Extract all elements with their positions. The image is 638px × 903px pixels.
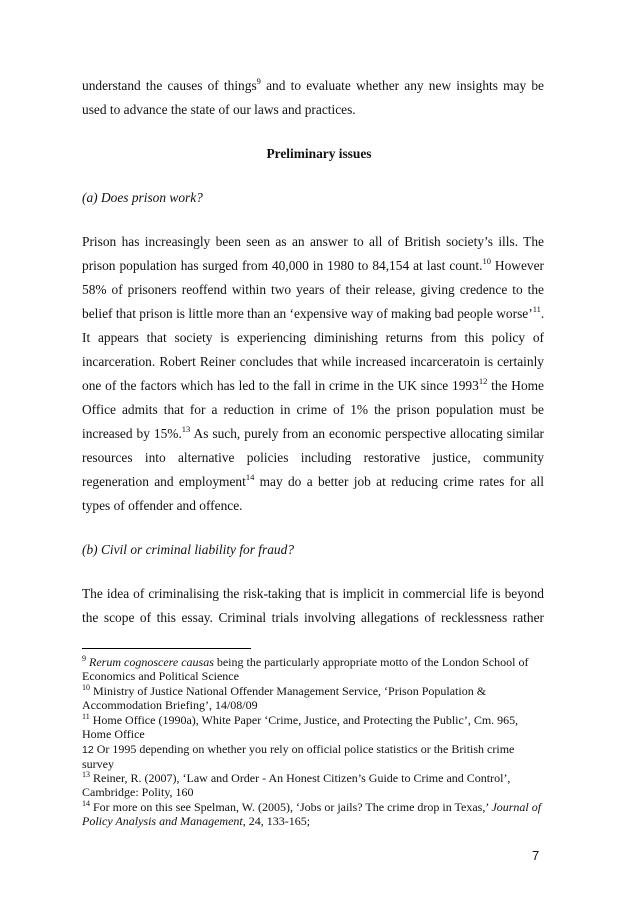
intro-line-2: used to advance the state of our laws and practices. (82, 102, 356, 117)
subsection-b-title: (b) Civil or criminal liability for fraud? (82, 542, 295, 557)
para-a-line-12: types of offender and offence. (82, 498, 243, 513)
footnote-12: 12 Or 1995 depending on whether you rely on official police statistics or the British crime survey (82, 742, 515, 772)
intro-line-1: understand the causes of things$^9$ and to evaluate whether any new insights may be (82, 76, 545, 93)
para-a-line-8: Office admits that for a reduction in crime of 1% the prison population must be (82, 402, 544, 417)
para-a-line-1: Prison has increasingly been seen as an answer to all of British society’s ills. The (82, 234, 544, 249)
footnote-ref-10[interactable]: 10 (482, 256, 491, 266)
footnote-13: $^{13}$ Reiner, R. (2007), ‘Law and Order - An Honest Citizen’s Guide to Crime and Control’, Cambridge: Polity, 160 (82, 770, 511, 800)
para-a-line-5: It appears that society is experiencing diminishing returns from this policy of (82, 330, 544, 345)
footnote-ref-9[interactable]: 9 (256, 76, 261, 86)
subsection-a-title: (a) Does prison work? (82, 190, 203, 205)
footnote-9: $^9$ Rerum cognoscere causas being the particularly appropriate motto of the London School of Economics and Political Science (82, 654, 529, 684)
para-a-line-3: 58% of prisoners reoffend within two years of their release, giving credence to the (82, 282, 544, 297)
footnote-ref-13[interactable]: 13 (181, 424, 191, 434)
para-b-line-2: the scope of this essay. Criminal trials involving allegations of recklessness rather (82, 610, 544, 625)
para-a-line-10: resources into alternative policies including restorative justice, community (82, 450, 544, 465)
footnote-ref-14[interactable]: 14 (245, 472, 255, 482)
para-a-line-9: increased by 15%.$^{13}$ As such, purely from an economic perspective allocating similar (82, 424, 544, 441)
para-a-line-11: regeneration and employment$^{14}$ may do a better job at reducing crime rates for all (82, 472, 544, 489)
footnote-ref-11[interactable]: 11 (532, 304, 541, 314)
footnote-ref-12[interactable]: 12 (478, 376, 488, 386)
para-a-line-2: prison population has surged from 40,000 in 1980 to 84,154 at last count.$^{10}$ However (82, 256, 544, 273)
para-a-line-4: belief that prison is little more than an ‘expensive way of making bad people worse’$^{11}$. (82, 304, 545, 321)
footnote-10: $^{10}$ Ministry of Justice National Offender Management Service, ‘Prison Population & Accommodation Briefing’, 14/08/09 (82, 683, 487, 713)
footnote-11: $^{11}$ Home Office (1990a), White Paper ‘Crime, Justice, and Protecting the Public’, Cm. 965, Home Office (82, 712, 519, 742)
para-a-line-6: incarceration. Robert Reiner concludes that while increased incarceratoin is certainly (82, 354, 544, 369)
page-number: 7 (532, 848, 540, 863)
section-heading: Preliminary issues (266, 146, 372, 161)
footnote-separator (82, 648, 251, 649)
para-a-line-7: one of the factors which has led to the fall in crime in the UK since 1993$^{12}$ the Home (82, 376, 544, 393)
footnote-14: $^{14}$ For more on this see Spelman, W. (2005), ‘Jobs or jails? The crime drop in Texas,’ Journal of Policy Analysis and Management, 24, 133-165; (82, 799, 542, 829)
para-b-line-1: The idea of criminalising the risk-taking that is implicit in commercial life is beyond (82, 586, 544, 601)
